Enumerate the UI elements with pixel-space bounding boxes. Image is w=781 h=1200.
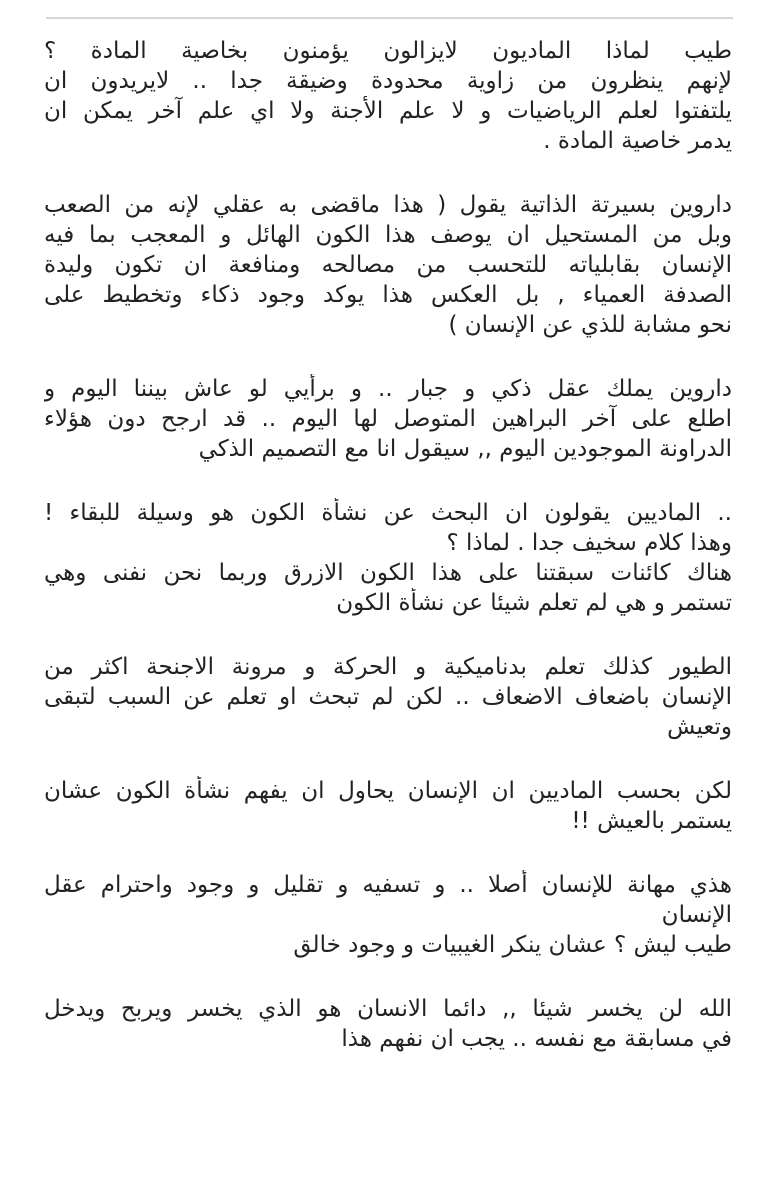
note-body [44, 36, 732, 1088]
text-line: الله لن يخسر شيئا ,, دائما الانسان هو الذي يخسر ويربح ويدخل [44, 996, 732, 1022]
text-line: وبل من المستحيل ان يوصف هذا الكون الهائل و المعجب بما فيه [44, 222, 732, 248]
text-line: طيب ليش ؟ عشان ينكر الغيبيات و وجود خالق [293, 932, 732, 958]
text-line: داروين يملك عقل ذكي و جبار .. و برأيي لو عاش بيننا اليوم و [44, 376, 732, 402]
paragraph-2 [44, 190, 732, 340]
text-line: في مسابقة مع نفسه .. يجب ان نفهم هذا [341, 1026, 732, 1052]
text-line: الإنسان [661, 902, 732, 928]
paragraph-1 [44, 36, 732, 156]
paragraph-8 [44, 994, 732, 1054]
text-line: وتعيش [667, 714, 732, 740]
paragraph-7 [44, 870, 732, 960]
text-line: الطيور كذلك تعلم بدناميكية و الحركة و مرونة الاجنحة اكثر من [44, 654, 732, 680]
text-line: داروين بسيرتة الذاتية يقول ( هذا ماقضى به عقلي لإنه من الصعب [44, 192, 732, 218]
paragraph-5 [44, 652, 732, 742]
paragraph-3 [44, 374, 732, 464]
text-line: وهذا كلام سخيف جدا . لماذا ؟ [446, 530, 732, 556]
text-line: نحو مشابة للذي عن الإنسان ) [448, 312, 732, 338]
text-line: طيب لماذا الماديون لايزالون يؤمنون بخاصية المادة ؟ [44, 38, 732, 64]
text-line: هناك كائنات سبقتنا على هذا الكون الازرق وربما نحن نفنى وهي [44, 560, 732, 586]
text-line: اطلع على آخر البراهين المتوصل لها اليوم .. قد ارجح دون هؤلاء [44, 406, 732, 432]
text-line: .. الماديين يقولون ان البحث عن نشأة الكون هو وسيلة للبقاء ! [44, 500, 732, 526]
text-line: لكن بحسب الماديين ان الإنسان يحاول ان يفهم نشأة الكون عشان [44, 778, 732, 804]
text-line: الصدفة العمياء , بل العكس هذا يوكد وجود ذكاء وتخطيط على [44, 282, 732, 308]
paragraph-4 [44, 498, 732, 618]
top-divider [46, 17, 733, 19]
text-line: الإنسان باضعاف الاضعاف .. لكن لم تبحث او تعلم عن السبب لتبقى [44, 684, 732, 710]
text-line: تستمر و هي لم تعلم شيئا عن نشأة الكون [336, 590, 732, 616]
text-line: هذي مهانة للإنسان أصلا .. و تسفيه و تقليل و وجود واحترام عقل [44, 872, 732, 898]
text-line: الإنسان بقابلياته للتحسب من مصالحه ومنافعة ان تكون وليدة [44, 252, 732, 278]
text-line: يستمر بالعيش !! [571, 808, 732, 834]
text-line: يلتفتوا لعلم الرياضيات و لا علم الأجنة ولا اي علم آخر يمكن ان [44, 98, 732, 124]
text-line: الدراونة الموجودين اليوم ,, سيقول انا مع التصميم الذكي [198, 436, 732, 462]
text-line: يدمر خاصية المادة . [543, 128, 732, 154]
paragraph-6 [44, 776, 732, 836]
text-line: لإنهم ينظرون من زاوية محدودة وضيقة جدا .. لايريدون ان [44, 68, 732, 94]
